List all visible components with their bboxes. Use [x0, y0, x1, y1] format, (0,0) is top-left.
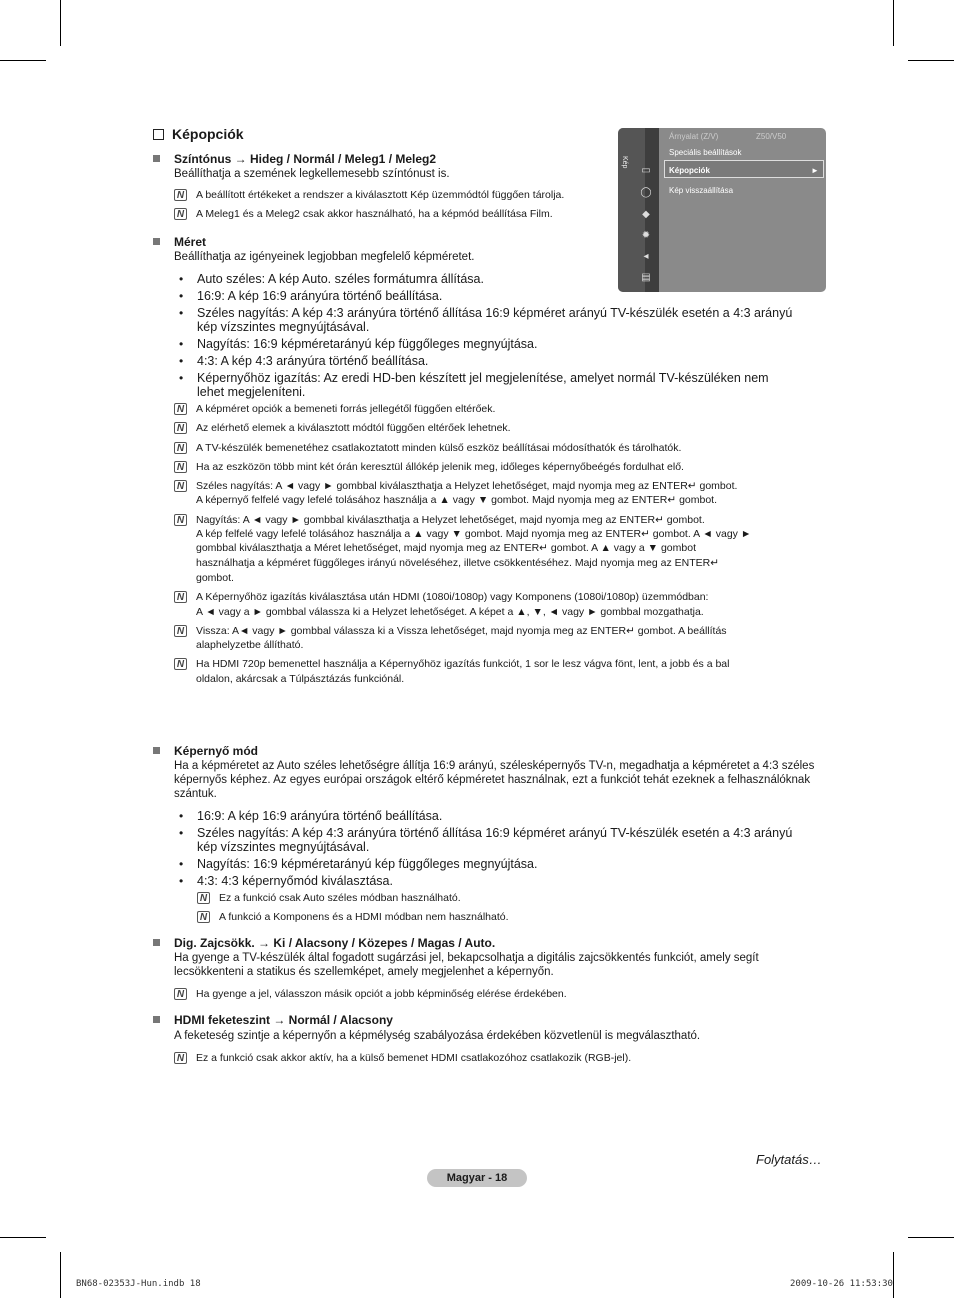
crop-mark: [908, 1237, 954, 1238]
meret-title: Méret: [174, 235, 207, 249]
kmod-desc: Ha a képméretet az Auto széles lehetőségre állítja 16:9 arányú, szélesképernyős TV-n, megadhatja a képméretet a 4:3 széles: [174, 760, 815, 772]
kmod-bullet: 16:9: A kép 16:9 arányúra történő beállítása.: [197, 809, 443, 823]
bullet-square-icon: [153, 155, 160, 162]
zaj-note: Ha gyenge a jel, válasszon másik opciót a jobb képminőség elérése érdekében.: [196, 988, 567, 1000]
crop-mark: [0, 60, 46, 61]
bullet-square-icon: [153, 939, 160, 946]
section-title: Képopciók: [153, 126, 244, 142]
meret-bullet: Nagyítás: 16:9 képméretarányú kép függőleges megnyújtása.: [197, 337, 538, 351]
continued-label: Folytatás…: [756, 1152, 822, 1167]
note-icon: N: [174, 658, 187, 670]
channel-icon: ◆: [642, 209, 650, 220]
crop-mark: [0, 1237, 46, 1238]
footer-file: BN68-02353J-Hun.indb 18: [76, 1279, 201, 1289]
note-icon: N: [197, 911, 210, 923]
note-icon: N: [174, 442, 187, 454]
meret-note-cont: alaphelyzetbe állítható.: [196, 639, 304, 651]
tv-menu-screenshot: [618, 128, 826, 292]
meret-bullet-cont: lehet megjeleníteni.: [197, 385, 306, 399]
note-icon: N: [174, 988, 187, 1000]
note-icon: N: [174, 514, 187, 526]
kmod-desc: képernyős képhez. Az egyes európai országok eltérő képméretet használnak, ezt a funkciót tehát ezeknek a felhasználóknak: [174, 774, 811, 786]
setup-icon: ✹: [641, 230, 651, 241]
meret-bullet: Széles nagyítás: A kép 4:3 arányúra történő állítása 16:9 képméret arányú TV-készülék esetén a 4:3 arányú: [197, 306, 793, 320]
meret-bullet: 4:3: A kép 4:3 arányúra történő beállítása.: [197, 354, 429, 368]
note-icon: N: [197, 892, 210, 904]
support-icon: ▤: [641, 272, 651, 283]
meret-desc: Beállíthatja az igényeinek legjobban megfelelő képméretet.: [174, 251, 475, 263]
kmod-desc: szántuk.: [174, 788, 217, 800]
page-number-badge: Magyar - 18: [427, 1169, 527, 1187]
zaj-desc: lecsökkenteni a statikus és szellemképet, amely megjelenhet a képernyőn.: [174, 966, 554, 978]
kmod-bullet: 4:3: 4:3 képernyőmód kiválasztása.: [197, 874, 393, 888]
kmod-note: A funkció a Komponens és a HDMI módban nem használható.: [219, 911, 509, 923]
crop-mark: [60, 1252, 61, 1298]
crop-mark: [893, 1252, 894, 1298]
meret-note-cont: gombot.: [196, 572, 234, 584]
note-icon: N: [174, 591, 187, 603]
meret-note: Vissza: A◄ vagy ► gombbal válassza ki a Vissza lehetőséget, majd nyomja meg az ENTER↵ gombot. A beállítás: [196, 625, 727, 637]
hdmi-title: HDMI feketeszint → Normál / Alacsony: [174, 1013, 393, 1027]
menu-item-special[interactable]: Speciális beállítások: [669, 148, 742, 157]
meret-note: Nagyítás: A ◄ vagy ► gombbal kiválaszthatja a Helyzet lehetőséget, majd nyomja meg az ENTER↵ gombot.: [196, 514, 705, 526]
menu-item-arnyalat: Árnyalat (Z/V): [669, 132, 719, 141]
input-icon: ◂: [643, 251, 649, 262]
note-icon: N: [174, 208, 187, 220]
footer-date: 2009-10-26 11:53:30: [790, 1279, 893, 1289]
crop-mark: [60, 0, 61, 46]
crop-mark: [893, 0, 894, 46]
menu-item-kepopciok[interactable]: Képopciók: [669, 166, 710, 175]
note-icon: N: [174, 461, 187, 473]
zaj-desc: Ha gyenge a TV-készülék által fogadott sugárzási jel, bekapcsolhatja a digitális zajcsökkentés funkciót, amely segít: [174, 952, 759, 964]
meret-note-cont: A kép felfelé vagy lefelé tolásához használja a ▲ vagy ▼ gombot. Majd nyomja meg az ENTER↵ gombot. A ◄ vagy ►: [196, 528, 752, 540]
meret-bullet: Képernyőhöz igazítás: Az eredi HD-ben készített jel megjelenítése, amelyet normál TV-készüléken nem: [197, 371, 769, 385]
meret-note: A képméret opciók a bemeneti forrás jellegétől függően eltérőek.: [196, 403, 496, 415]
meret-note: Ha az eszközön több mint két órán keresztül állókép jelenik meg, időleges képernyőbeégés fordulhat elő.: [196, 461, 684, 473]
meret-note: A Képernyőhöz igazítás kiválasztása után HDMI (1080i/1080p) vagy Komponens (1080i/1080p) üzemmódban:: [196, 591, 709, 603]
menu-side-label: Kép: [621, 156, 628, 169]
tonus-desc: Beállíthatja a szemének legkellemesebb színtónust is.: [174, 168, 450, 180]
bullet-square-icon: [153, 238, 160, 245]
menu-item-arnyalat-value: Z50/V50: [756, 132, 787, 141]
meret-note: Ha HDMI 720p bemenettel használja a Képernyőhöz igazítás funkciót, 1 sor le lesz vágva fönt, lent, a jobb és a bal: [196, 658, 730, 670]
kmod-note: Ez a funkció csak Auto széles módban használható.: [219, 892, 461, 904]
bullet-square-icon: [153, 1016, 160, 1023]
kmod-bullet: Nagyítás: 16:9 képméretarányú kép függőleges megnyújtása.: [197, 857, 538, 871]
meret-note: A TV-készülék bemenetéhez csatlakoztatott minden külső eszköz beállításai módosíthatók és tárolhatók.: [196, 442, 682, 454]
picture-icon: ▭: [641, 165, 651, 176]
meret-bullet: Auto széles: A kép Auto. széles formátumra állítása.: [197, 272, 484, 286]
note-icon: N: [174, 1052, 187, 1064]
checkbox-icon: [153, 129, 164, 140]
zaj-title: Dig. Zajcsökk. → Ki / Alacsony / Közepes / Magas / Auto.: [174, 936, 496, 950]
tonus-note-2: A Meleg1 és a Meleg2 csak akkor használható, ha a képmód beállítása Film.: [196, 208, 553, 220]
menu-item-reset[interactable]: Kép visszaállítása: [669, 186, 734, 195]
tonus-title: Színtónus → Hideg / Normál / Meleg1 / Meleg2: [174, 152, 437, 166]
bullet-square-icon: [153, 747, 160, 754]
hdmi-desc: A feketeség szintje a képernyőn a képmélység szabályozása érdekében közvetlenül is megválasztható.: [174, 1030, 701, 1042]
meret-note-cont: oldalon, akárcsak a Túlpásztázás funkciónál.: [196, 673, 405, 685]
meret-note: Az elérhető elemek a kiválasztott módtól függően eltérőek lehetnek.: [196, 422, 511, 434]
meret-note-cont: gombbal kiválaszthatja a Méret lehetőséget, majd nyomja meg az ENTER↵ gombot. A ▲ vagy a ▼ gombot: [196, 542, 696, 554]
hdmi-note: Ez a funkció csak akkor aktív, ha a külső bemenet HDMI csatlakozóhoz csatlakozik (RGB-jel).: [196, 1052, 632, 1064]
meret-note-cont: A ◄ vagy a ► gombbal válassza ki a Helyzet lehetőséget. A képet a ▲, ▼, ◄ vagy ► gombbal mozgathatja.: [196, 606, 704, 618]
kmod-bullet: Széles nagyítás: A kép 4:3 arányúra történő állítása 16:9 képméret arányú TV-készülék esetén a 4:3 arányú: [197, 826, 793, 840]
meret-bullet: 16:9: A kép 16:9 arányúra történő beállítása.: [197, 289, 443, 303]
kmod-bullet-cont: kép vízszintes megnyújtásával.: [197, 840, 370, 854]
meret-note: Széles nagyítás: A ◄ vagy ► gombbal kiválaszthatja a Helyzet lehetőséget, majd nyomja meg az ENTER↵ gombot.: [196, 480, 738, 492]
kmod-title: Képernyő mód: [174, 744, 259, 758]
note-icon: N: [174, 480, 187, 492]
meret-bullet-cont: kép vízszintes megnyújtásával.: [197, 320, 370, 334]
note-icon: N: [174, 625, 187, 637]
tonus-note-1: A beállított értékeket a rendszer a kiválasztott Kép üzemmódtól függően tárolja.: [196, 189, 565, 201]
sound-icon: ◯: [640, 187, 652, 198]
meret-note-cont: használhatja a képméret függőleges irányú növeléséhez, illetve csökkentéséhez. Majd nyomja meg az ENTER↵: [196, 557, 719, 569]
note-icon: N: [174, 403, 187, 415]
meret-note-cont: A képernyő felfelé vagy lefelé tolásához használja a ▲ vagy ▼ gombot. Majd nyomja meg az ENTER↵ gombot.: [196, 494, 718, 506]
note-icon: N: [174, 189, 187, 201]
crop-mark: [908, 60, 954, 61]
note-icon: N: [174, 422, 187, 434]
arrow-right-icon: ►: [811, 166, 819, 175]
